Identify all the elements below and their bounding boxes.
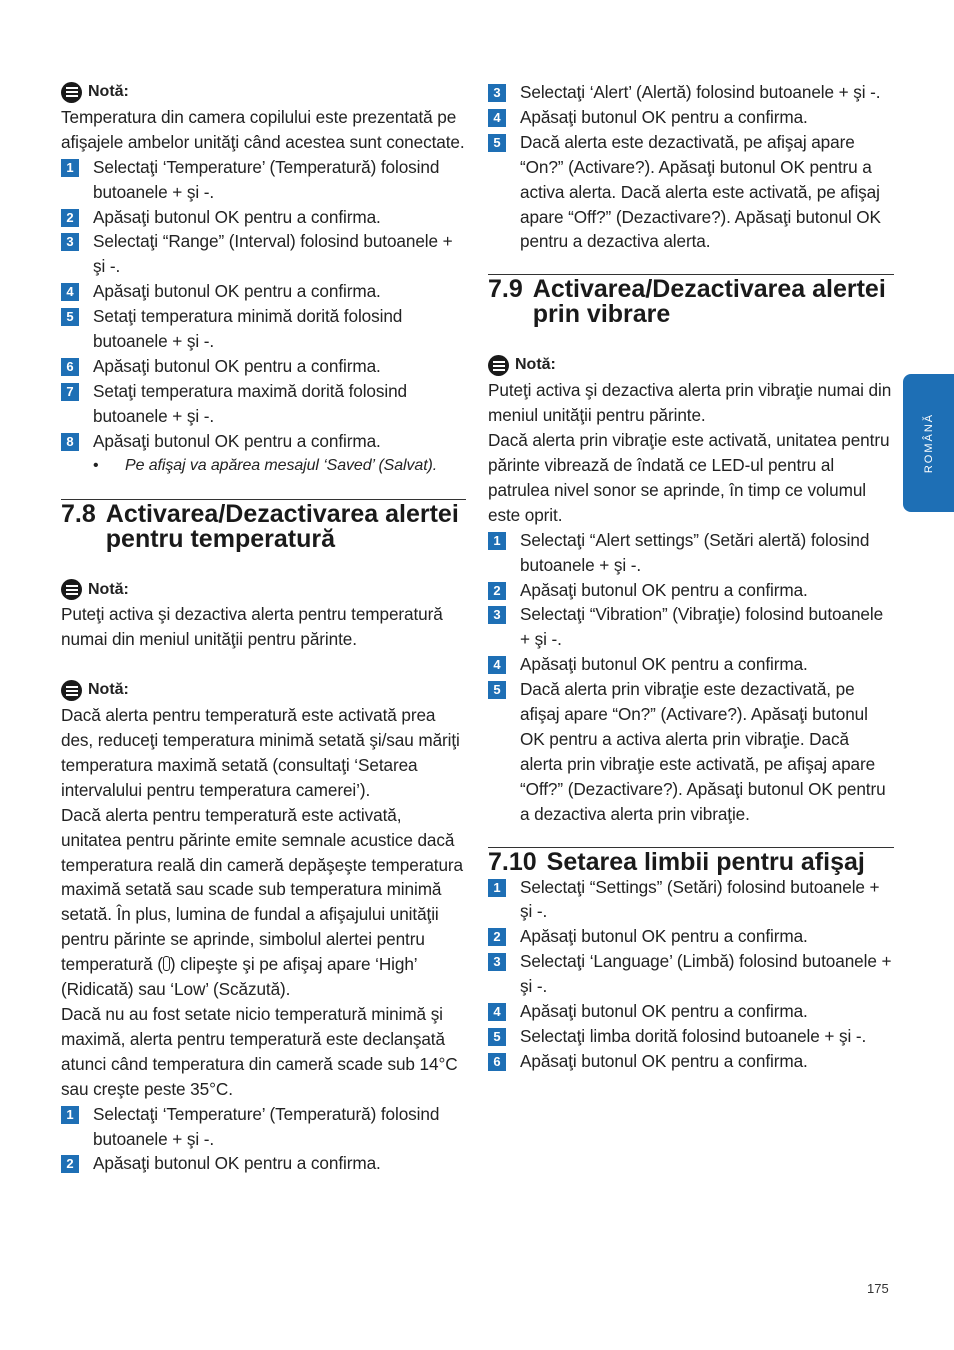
step-item [488,1024,894,1049]
step-item [488,80,894,105]
section-number: 7.9 [488,275,523,304]
section-heading-7-10 [488,847,894,875]
step-text: Selectaţi “Vibration” (Vibraţie) folosind butoanele + şi -. [520,604,884,650]
bullet-item [61,454,466,479]
note-text: Puteţi activa şi dezactiva alerta prin vibraţie numai din meniul unităţii pentru părinte. [488,380,892,426]
step-item [488,652,894,677]
step-number-badge: 3 [488,606,506,624]
side-tab-label: ROMÂNĂ [922,412,935,474]
step-number-badge: 2 [61,209,79,227]
note-text: Puteţi activa şi dezactiva alerta pentru temperatură numai din meniul unităţii pentru părinte. [61,604,443,650]
step-item [61,1151,466,1176]
step-item [61,429,466,454]
bullet-text: Pe afişaj va apărea mesajul ‘Saved’ (Salvat). [125,456,438,474]
step-number-badge: 3 [488,84,506,102]
note-heading [61,578,466,603]
note-heading [488,353,894,378]
step-item [488,105,894,130]
step-item [488,924,894,949]
step-item [61,379,466,429]
step-text: Apăsaţi butonul OK pentru a confirma. [520,106,808,127]
note-text: Dacă alerta pentru temperatură este activată prea des, reduceţi temperatura minimă setată şi/sau măriţi temperatura maximă setată (consultaţi ‘Setarea intervalului pentru temperatura camerei’). [61,705,460,800]
step-item [488,949,894,999]
step-text: Apăsaţi butonul OK pentru a confirma. [93,430,381,451]
note-icon [61,680,82,701]
step-number-badge: 7 [61,383,79,401]
step-number-badge: 5 [488,681,506,699]
step-number-badge: 4 [488,656,506,674]
section-number: 7.10 [488,847,537,876]
step-item [61,205,466,230]
step-item [488,602,894,652]
section-heading-7-9 [488,274,894,327]
note-text [61,803,466,1002]
step-text: Selectaţi ‘Temperature’ (Temperatură) folosind butoanele + şi -. [93,1103,440,1149]
step-text: Selectaţi limba dorită folosind butoanele + şi -. [520,1026,867,1046]
step-number-badge: 3 [488,953,506,971]
section-heading-7-8 [61,499,466,552]
step-text: Dacă alerta este dezactivată, pe afişaj apare “On?” (Activare?). Apăsaţi butonul OK pentru a activa alerta. Dacă alerta este activată, pe afişaj apare “Off?” (Dezactivare?). Apăsaţi butonul OK pentru a dezactiva alerta. [520,131,881,252]
step-text: Apăsaţi butonul OK pentru a confirma. [520,579,808,600]
left-column [61,80,466,1176]
step-number-badge: 4 [488,1003,506,1021]
step-item [488,528,894,578]
right-column [488,80,894,1074]
step-number-badge: 1 [488,532,506,550]
step-number-badge: 5 [488,134,506,152]
thermometer-icon [163,956,170,971]
step-text: Selectaţi ‘Language’ (Limbă) folosind butoanele + şi -. [520,951,892,997]
step-number-badge: 4 [488,109,506,127]
step-text: Setaţi temperatura minimă dorită folosind butoanele + şi -. [93,306,403,352]
section-title: Setarea limbii pentru afişaj [546,847,865,876]
step-number-badge: 6 [61,358,79,376]
steps-vibration [488,528,894,827]
step-number-badge: 6 [488,1053,506,1071]
note-icon [61,82,82,103]
step-text: Apăsaţi butonul OK pentru a confirma. [93,355,381,376]
step-text: Selectaţi ‘Alert’ (Alertă) folosind butoanele + şi -. [520,82,881,102]
step-item [61,304,466,354]
note-text-part: ) clipeşte şi pe afişaj apare ‘High’ (Ridicată) sau ‘Low’ (Scăzută). [61,954,417,1000]
steps-temperature-range [61,155,466,454]
step-number-badge: 1 [61,1106,79,1124]
step-item [488,1049,894,1074]
step-text: Apăsaţi butonul OK pentru a confirma. [93,1153,381,1174]
section-number: 7.8 [61,499,96,528]
language-side-tab [903,374,954,512]
step-number-badge: 5 [61,308,79,326]
step-text: Apăsaţi butonul OK pentru a confirma. [520,1001,808,1022]
step-text: Apăsaţi butonul OK pentru a confirma. [93,206,381,227]
step-number-badge: 3 [61,233,79,251]
note-label: Notă: [88,580,129,598]
step-text: Apăsaţi butonul OK pentru a confirma. [520,1050,808,1071]
step-text: Dacă alerta prin vibraţie este dezactivată, pe afişaj apare “On?” (Activare?). Apăsaţi butonul OK pentru a activa alerta prin vibraţie. Dacă alerta prin vibraţie este activată, pe afişaj apare “Off?” (Dezactivare?). Apăsaţi butonul OK pentru a dezactiva alerta prin vibraţie. [520,679,886,824]
section-title: Activarea/Dezactivarea alertei prin vibrare [532,275,886,329]
step-item [61,229,466,279]
note-label: Notă: [88,681,129,699]
step-number-badge: 2 [488,928,506,946]
step-item [488,875,894,925]
step-number-badge: 2 [488,582,506,600]
step-text: Selectaţi “Range” (Interval) folosind butoanele + şi -. [93,231,453,277]
step-item [61,354,466,379]
note-text: Dacă nu au fost setate nicio temperatură minimă şi maximă, alerta pentru temperatură este declanşată atunci când temperatura din cameră scade sub 14°C sau creşte peste 35°C. [61,1004,458,1099]
note-text: Temperatura din camera copilului este prezentată pe afişajele ambelor unităţi când acestea sunt conectate. [61,106,465,152]
step-number-badge: 1 [61,159,79,177]
step-text: Apăsaţi butonul OK pentru a confirma. [520,926,808,947]
note-label: Notă: [88,83,129,100]
step-number-badge: 5 [488,1028,506,1046]
note-heading [61,80,466,105]
note-text-part: Dacă alerta pentru temperatură este activată, unitatea pentru părinte emite semnale acustice dacă temperatura reală din cameră depăşeşte temperatura maximă setată sau scade sub temperatura minimă setată. În plus, lumina de fundal a afişajului unităţii pentru părinte se aprinde, simbolul alertei pentru temperatură ( [61,804,463,975]
section-title: Activarea/Dezactivarea alertei pentru temperatură [105,499,459,553]
step-item [61,1102,466,1152]
step-item [488,677,894,826]
step-text: Selectaţi ‘Temperature’ (Temperatură) folosind butoanele + şi -. [93,156,440,202]
step-item [61,279,466,304]
step-item [61,155,466,205]
page-number: 175 [867,1281,889,1296]
step-item [488,578,894,603]
note-heading [61,678,466,703]
step-number-badge: 1 [488,879,506,897]
step-item [488,130,894,255]
step-text: Apăsaţi butonul OK pentru a confirma. [520,654,808,675]
step-text: Setaţi temperatura maximă dorită folosind butoanele + şi -. [93,380,408,426]
note-icon [61,579,82,600]
step-number-badge: 8 [61,433,79,451]
steps-temperature-alert-continued [488,80,894,254]
step-text: Selectaţi “Alert settings” (Setări alertă) folosind butoanele + şi -. [520,529,870,575]
steps-language [488,875,894,1074]
note-label: Notă: [515,356,556,374]
note-icon [488,355,509,376]
steps-temperature-alert [61,1102,466,1177]
step-item [488,999,894,1024]
step-text: Selectaţi “Settings” (Setări) folosind butoanele + şi -. [520,876,880,922]
note-text: Dacă alerta prin vibraţie este activată, unitatea pentru părinte vibrează de îndată ce LED-ul pentru al patrulea nivel sonor se aprinde, în timp ce volumul este oprit. [488,430,890,525]
bullet-icon: • [93,456,99,474]
step-number-badge: 2 [61,1155,79,1173]
step-text: Apăsaţi butonul OK pentru a confirma. [93,281,381,302]
step-number-badge: 4 [61,283,79,301]
